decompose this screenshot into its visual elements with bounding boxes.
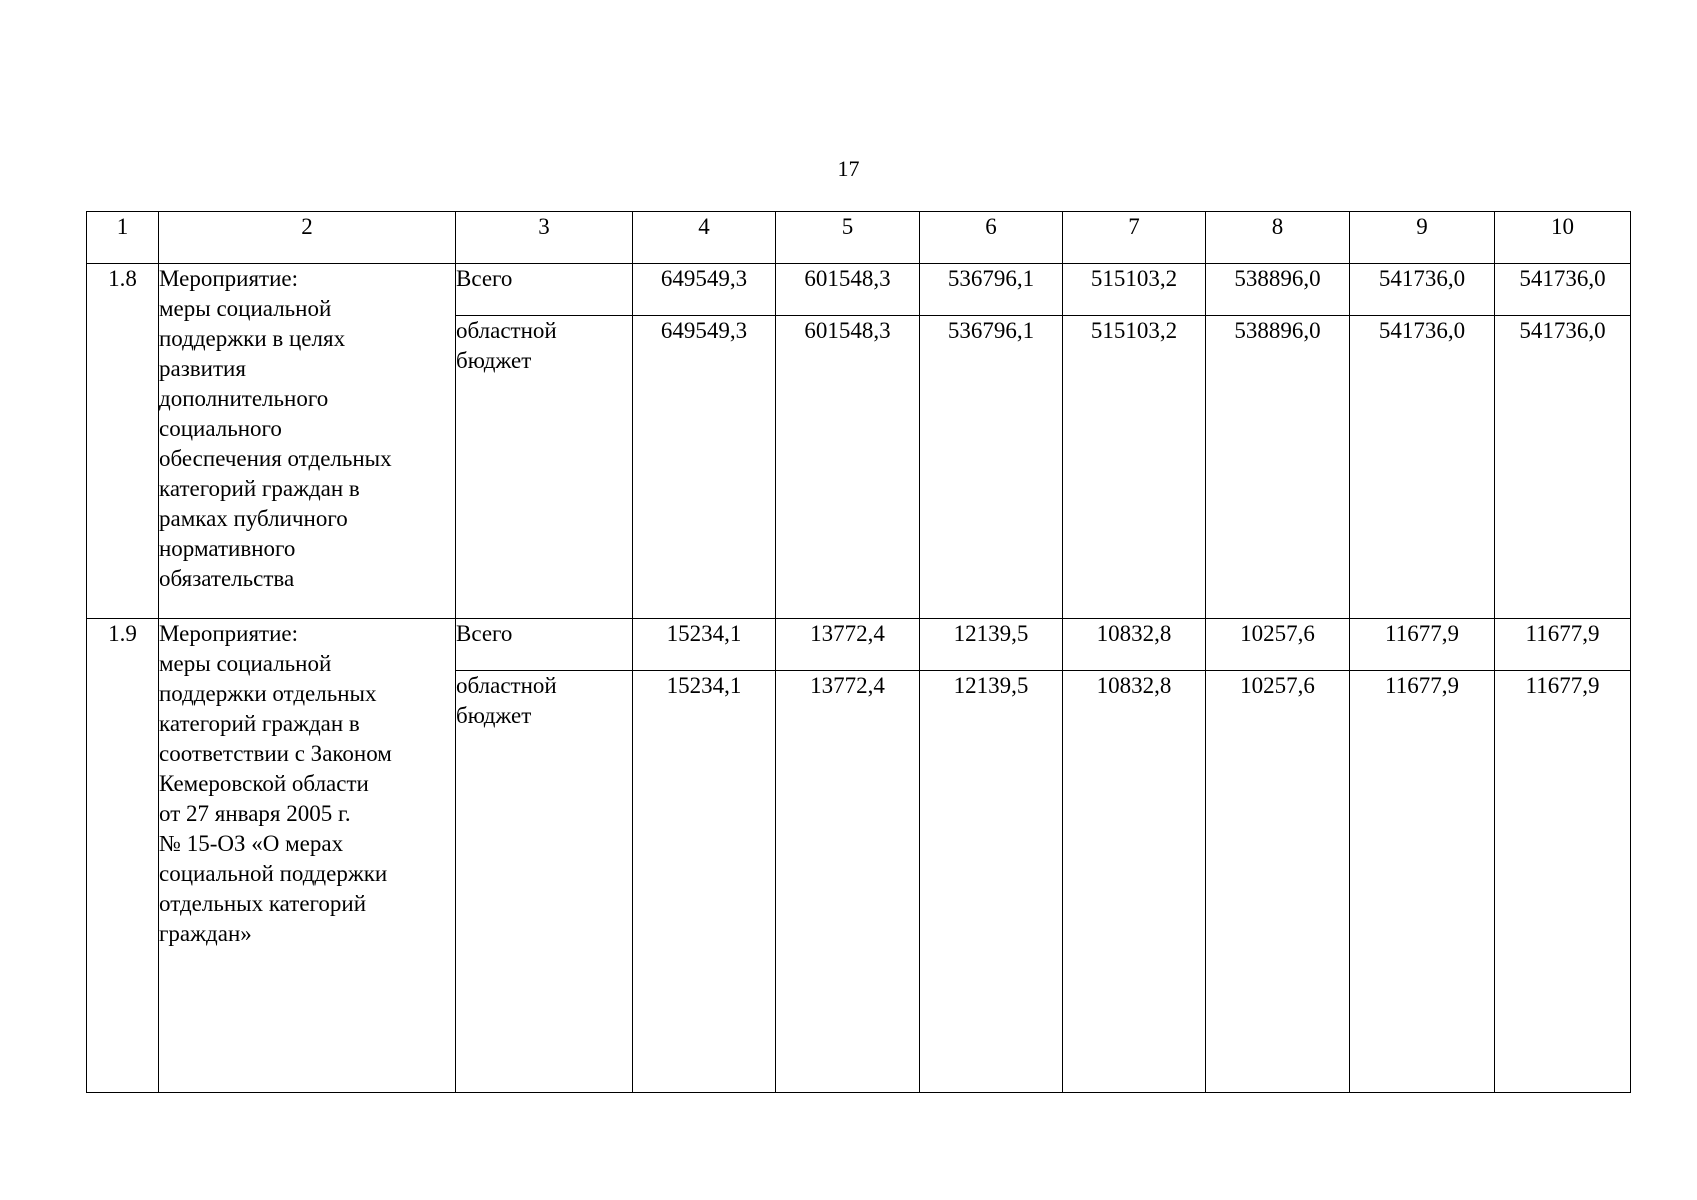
- description-line: социального: [159, 416, 282, 441]
- value-cell: 15234,1: [633, 671, 776, 1093]
- description-line: меры социальной: [159, 296, 332, 321]
- value-cell: 10832,8: [1063, 671, 1206, 1093]
- funding-source-line: областной: [456, 673, 557, 698]
- value-cell: 13772,4: [776, 671, 920, 1093]
- header-cell: 9: [1350, 212, 1495, 264]
- description-line: рамках публичного: [159, 506, 348, 531]
- description-line: нормативного: [159, 536, 296, 561]
- description-line: поддержки отдельных: [159, 681, 377, 706]
- description-line: социальной поддержки: [159, 861, 388, 886]
- description-line: соответствии с Законом: [159, 741, 392, 766]
- funding-source: Всего: [456, 264, 633, 316]
- value-cell: 515103,2: [1063, 316, 1206, 619]
- header-cell: 6: [920, 212, 1063, 264]
- description-line: категорий граждан в: [159, 711, 360, 736]
- value-cell: 601548,3: [776, 316, 920, 619]
- value-cell: 11677,9: [1495, 619, 1631, 671]
- description-line: отдельных категорий: [159, 891, 367, 916]
- value-cell: 538896,0: [1206, 264, 1350, 316]
- funding-source: [456, 316, 633, 619]
- table-row: [87, 264, 1631, 316]
- value-cell: 13772,4: [776, 619, 920, 671]
- funding-source: [456, 671, 633, 1093]
- description-line: граждан»: [159, 921, 252, 946]
- header-cell: 3: [456, 212, 633, 264]
- value-cell: 536796,1: [920, 264, 1063, 316]
- description-line: Мероприятие:: [159, 266, 299, 291]
- header-cell: 1: [87, 212, 159, 264]
- description-line: обязательства: [159, 566, 295, 591]
- description-line: меры социальной: [159, 651, 332, 676]
- value-cell: 10257,6: [1206, 619, 1350, 671]
- value-cell: 515103,2: [1063, 264, 1206, 316]
- value-cell: 15234,1: [633, 619, 776, 671]
- header-cell: 10: [1495, 212, 1631, 264]
- funding-source-line: областной: [456, 318, 557, 343]
- row-number: 1.9: [87, 619, 159, 1093]
- description-line: дополнительного: [159, 386, 329, 411]
- value-cell: 538896,0: [1206, 316, 1350, 619]
- funding-source-line: бюджет: [456, 348, 532, 373]
- value-cell: 649549,3: [633, 264, 776, 316]
- funding-source: Всего: [456, 619, 633, 671]
- funding-source-line: бюджет: [456, 703, 532, 728]
- header-cell: 5: [776, 212, 920, 264]
- header-cell: 2: [159, 212, 456, 264]
- description-line: Мероприятие:: [159, 621, 299, 646]
- value-cell: 10257,6: [1206, 671, 1350, 1093]
- value-cell: 536796,1: [920, 316, 1063, 619]
- budget-table: [86, 211, 1631, 1093]
- header-cell: 8: [1206, 212, 1350, 264]
- description-line: развития: [159, 356, 246, 381]
- page-number: 17: [837, 156, 860, 181]
- value-cell: 11677,9: [1350, 619, 1495, 671]
- value-cell: 541736,0: [1350, 264, 1495, 316]
- description-line: категорий граждан в: [159, 476, 360, 501]
- description-line: № 15-ОЗ «О мерах: [159, 831, 344, 856]
- value-cell: 11677,9: [1350, 671, 1495, 1093]
- header-cell: 7: [1063, 212, 1206, 264]
- description-line: Кемеровской области: [159, 771, 369, 796]
- table-row: [87, 619, 1631, 671]
- description-line: поддержки в целях: [159, 326, 346, 351]
- row-description: [159, 264, 456, 619]
- value-cell: 11677,9: [1495, 671, 1631, 1093]
- description-line: обеспечения отдельных: [159, 446, 392, 471]
- value-cell: 10832,8: [1063, 619, 1206, 671]
- header-row: [87, 212, 1631, 264]
- value-cell: 649549,3: [633, 316, 776, 619]
- header-cell: 4: [633, 212, 776, 264]
- value-cell: 12139,5: [920, 619, 1063, 671]
- value-cell: 12139,5: [920, 671, 1063, 1093]
- value-cell: 541736,0: [1350, 316, 1495, 619]
- row-description: [159, 619, 456, 1093]
- description-line: от 27 января 2005 г.: [159, 801, 351, 826]
- row-number: 1.8: [87, 264, 159, 619]
- value-cell: 541736,0: [1495, 316, 1631, 619]
- value-cell: 601548,3: [776, 264, 920, 316]
- value-cell: 541736,0: [1495, 264, 1631, 316]
